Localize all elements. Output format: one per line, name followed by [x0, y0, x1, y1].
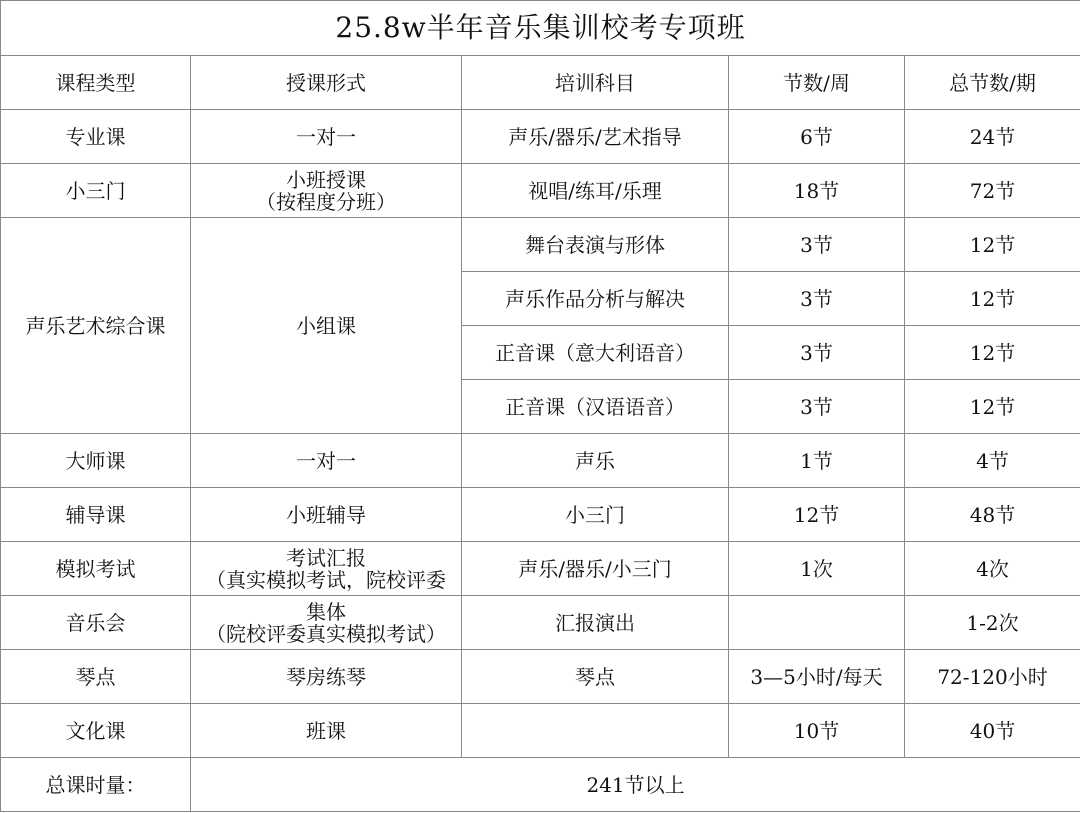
- table-row: [1, 650, 1080, 704]
- cell-subject: 小三门: [462, 488, 729, 542]
- table-row: [1, 110, 1080, 164]
- table-row: [1, 596, 1080, 650]
- cell-weekly: 1次: [729, 542, 905, 596]
- total-label: 总课时量：: [1, 758, 191, 812]
- form-line-1: 小班授课: [286, 167, 366, 192]
- cell-weekly: 1节: [729, 434, 905, 488]
- cell-total: 72节: [905, 164, 1080, 218]
- form-line-1: 集体: [306, 599, 346, 624]
- cell-teaching-form: 班课: [191, 704, 462, 758]
- cell-total: 12节: [905, 218, 1080, 272]
- table-row: [1, 542, 1080, 596]
- cell-teaching-form: [191, 542, 462, 596]
- cell-teaching-form: 小班辅导: [191, 488, 462, 542]
- cell-total: 48节: [905, 488, 1080, 542]
- table-row: [1, 218, 1080, 272]
- cell-total: 12节: [905, 326, 1080, 380]
- cell-weekly: 3节: [729, 218, 905, 272]
- cell-course-type: 琴点: [1, 650, 191, 704]
- cell-total: 4次: [905, 542, 1080, 596]
- cell-total: 12节: [905, 380, 1080, 434]
- cell-subject: 汇报演出: [462, 596, 729, 650]
- cell-subject: 正音课（汉语语音）: [462, 380, 729, 434]
- cell-subject: 舞台表演与形体: [462, 218, 729, 272]
- cell-weekly: 3节: [729, 272, 905, 326]
- cell-teaching-form: 一对一: [191, 434, 462, 488]
- cell-teaching-form: [191, 164, 462, 218]
- cell-course-type: 文化课: [1, 704, 191, 758]
- cell-subject: 声乐作品分析与解决: [462, 272, 729, 326]
- form-line-2: （院校评委真实模拟考试）: [206, 621, 446, 646]
- header-course-type: 课程类型: [1, 56, 191, 110]
- total-row: [1, 758, 1080, 812]
- cell-weekly: [729, 596, 905, 650]
- cell-weekly: 3节: [729, 380, 905, 434]
- cell-subject: 琴点: [462, 650, 729, 704]
- cell-course-type: 声乐艺术综合课: [1, 218, 191, 434]
- total-value: 241节以上: [191, 758, 1080, 812]
- cell-subject: 声乐: [462, 434, 729, 488]
- header-teaching-form: 授课形式: [191, 56, 462, 110]
- cell-course-type: 专业课: [1, 110, 191, 164]
- cell-weekly: 10节: [729, 704, 905, 758]
- title-row: [1, 1, 1080, 56]
- cell-course-type: 音乐会: [1, 596, 191, 650]
- cell-subject: 声乐/器乐/艺术指导: [462, 110, 729, 164]
- cell-weekly: 18节: [729, 164, 905, 218]
- header-row: [1, 56, 1080, 110]
- cell-teaching-form: 琴房练琴: [191, 650, 462, 704]
- cell-subject: 声乐/器乐/小三门: [462, 542, 729, 596]
- cell-course-type: 小三门: [1, 164, 191, 218]
- cell-subject: 视唱/练耳/乐理: [462, 164, 729, 218]
- cell-weekly: 3节: [729, 326, 905, 380]
- form-line-2: （真实模拟考试，院校评委: [206, 567, 446, 592]
- table-row: [1, 704, 1080, 758]
- cell-total: 24节: [905, 110, 1080, 164]
- cell-total: 1-2次: [905, 596, 1080, 650]
- cell-teaching-form: 一对一: [191, 110, 462, 164]
- header-subject: 培训科目: [462, 56, 729, 110]
- table-title: 25.8w半年音乐集训校考专项班: [1, 1, 1080, 56]
- header-total-sessions: 总节数/期: [905, 56, 1080, 110]
- cell-course-type: 大师课: [1, 434, 191, 488]
- table-row: [1, 488, 1080, 542]
- header-weekly-sessions: 节数/周: [729, 56, 905, 110]
- cell-course-type: 辅导课: [1, 488, 191, 542]
- cell-weekly: 3—5小时/每天: [729, 650, 905, 704]
- cell-total: 12节: [905, 272, 1080, 326]
- cell-total: 4节: [905, 434, 1080, 488]
- form-line-1: 考试汇报: [286, 545, 366, 570]
- cell-weekly: 12节: [729, 488, 905, 542]
- table-row: [1, 434, 1080, 488]
- form-line-2: （按程度分班）: [256, 189, 396, 214]
- cell-subject: 正音课（意大利语音）: [462, 326, 729, 380]
- cell-subject: [462, 704, 729, 758]
- cell-course-type: 模拟考试: [1, 542, 191, 596]
- cell-teaching-form: [191, 596, 462, 650]
- table-row: [1, 164, 1080, 218]
- cell-teaching-form: 小组课: [191, 218, 462, 434]
- cell-total: 72-120小时: [905, 650, 1080, 704]
- cell-weekly: 6节: [729, 110, 905, 164]
- cell-total: 40节: [905, 704, 1080, 758]
